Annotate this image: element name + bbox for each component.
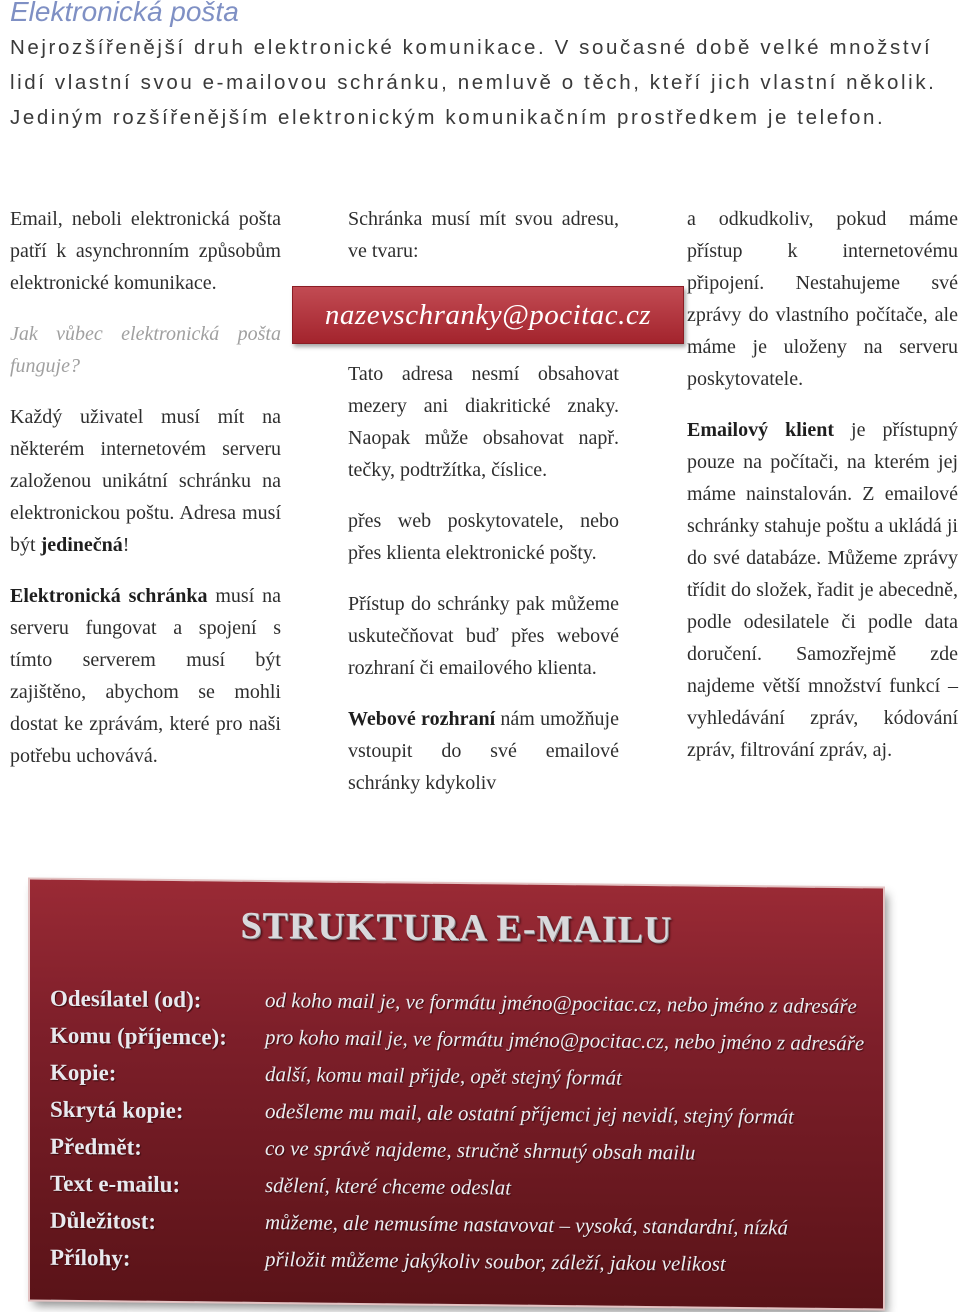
- col3-paragraph-2: [687, 414, 958, 766]
- structure-row-value: sdělení, které chceme odeslat: [265, 1172, 512, 1200]
- col2-paragraph-1: Schránka musí mít svou adresu, ve tvaru:: [348, 208, 619, 262]
- column-middle: [324, 203, 652, 818]
- structure-row-label: Text e-mailu:: [50, 1170, 181, 1197]
- structure-row-value: pro koho mail je, ve formátu jméno@pocitac.cz, nebo jméno z adresáře: [265, 1024, 865, 1056]
- structure-row-value: odešleme mu mail, ale ostatní příjemci jej nevidí, stejný formát: [265, 1098, 794, 1129]
- col1-paragraph-1: Email, neboli elektronická pošta patří k asynchronním způsobům elektronické komunikace.: [10, 208, 281, 294]
- structure-row: [50, 1239, 870, 1285]
- col3-p2-bold: Emailový klient: [687, 419, 835, 441]
- col1-paragraph-3: [10, 580, 281, 772]
- col2-paragraph-5: [348, 703, 619, 799]
- structure-row-label: Důležitost:: [50, 1207, 157, 1234]
- col3-paragraph-1: a odkudkoliv, pokud máme přístup k internetovému připojení. Nestahujeme své zprávy do vlastního počítače, ale máme je uloženy na serveru poskytovatele.: [687, 208, 958, 390]
- structure-row-value: přiložit můžeme jakýkoliv soubor, záleží, jakou velikost: [265, 1246, 726, 1276]
- structure-title: STRUKTURA E-MAILU: [240, 904, 673, 952]
- structure-row-label: Skrytá kopie:: [50, 1096, 184, 1123]
- col1-p2-bold: jedinečná: [40, 534, 123, 556]
- email-example-banner: nazevschranky@pocitac.cz: [292, 286, 684, 344]
- column-left: [10, 203, 281, 791]
- column-right: [687, 203, 958, 785]
- structure-row-label: Odesílatel (od):: [50, 985, 202, 1012]
- intro-paragraph: Nejrozšířenější druh elektronické komunikace. V současné době velké množství lidí vlastní svou e-mailovou schránku, nemluvě o těch, kteří jich vlastní několik. Jediným rozšířenějším elektronickým komunikačním prostředkem je telefon.: [10, 36, 937, 129]
- structure-row-label: Předmět:: [50, 1133, 142, 1160]
- col3-p2-text: je přístupný pouze na počítači, na kterém jej máme nainstalován. Z emailové schránky stahuje poštu a ukládá ji do své databáze. Můžeme zprávy třídit do složek, řadit je abecedně, podle odesilatele či podle data doručení. Samozřejmě zde najdeme větší množství funkcí – vyhledávání zpráv, kódování zpráv, filtrování zpráv, aj.: [687, 419, 958, 761]
- col1-p3-bold: Elektronická schránka: [10, 585, 208, 607]
- structure-row-value: můžeme, ale nemusíme nastavovat – vysoká, standardní, nízká: [265, 1209, 788, 1240]
- structure-row-value: co ve správě najdeme, stručně shrnutý obsah mailu: [265, 1135, 696, 1165]
- structure-row-label: Přílohy:: [50, 1244, 131, 1271]
- col1-subheading: Jak vůbec elektronická pošta funguje?: [10, 323, 281, 377]
- structure-row-label: Kopie:: [50, 1059, 117, 1085]
- col1-p2-end: !: [122, 534, 130, 556]
- col2-paragraph-4: Přístup do schránky pak můžeme uskutečňovat buď přes webové rozhraní či emailového klienta.: [348, 593, 619, 679]
- col2-p5-text: nám umožňuje vstoupit do své emailové schránky kdykoliv: [348, 708, 619, 794]
- col2-p5-bold: Webové rozhraní: [348, 708, 496, 730]
- col1-p3-text: musí na serveru fungovat a spojení s tímto serverem musí být zajištěno, abychom se mohli dostat ke zprávám, které pro naši potřebu uchovává.: [10, 585, 281, 767]
- page-title: Elektronická pošta: [10, 0, 239, 27]
- col1-paragraph-2: [10, 401, 281, 561]
- col2-paragraph-2: Tato adresa nesmí obsahovat mezery ani diakritické znaky. Naopak může obsahovat např. tečky, podtržítka, číslice.: [348, 363, 619, 481]
- structure-row-value: od koho mail je, ve formátu jméno@pocitac.cz, nebo jméno z adresáře: [265, 987, 857, 1019]
- structure-rows: [50, 980, 870, 1285]
- structure-row-value: další, komu mail přijde, opět stejný formát: [265, 1061, 622, 1090]
- structure-row-label: Komu (příjemce):: [50, 1022, 227, 1050]
- col1-p2-text: Každý uživatel musí mít na některém internetovém serveru založenou unikátní schránku na elektronickou poštu. Adresa musí být: [10, 406, 281, 556]
- email-structure-panel: [30, 880, 883, 1309]
- col2-paragraph-3: přes web poskytovatele, nebo přes klienta elektronické pošty.: [348, 510, 619, 564]
